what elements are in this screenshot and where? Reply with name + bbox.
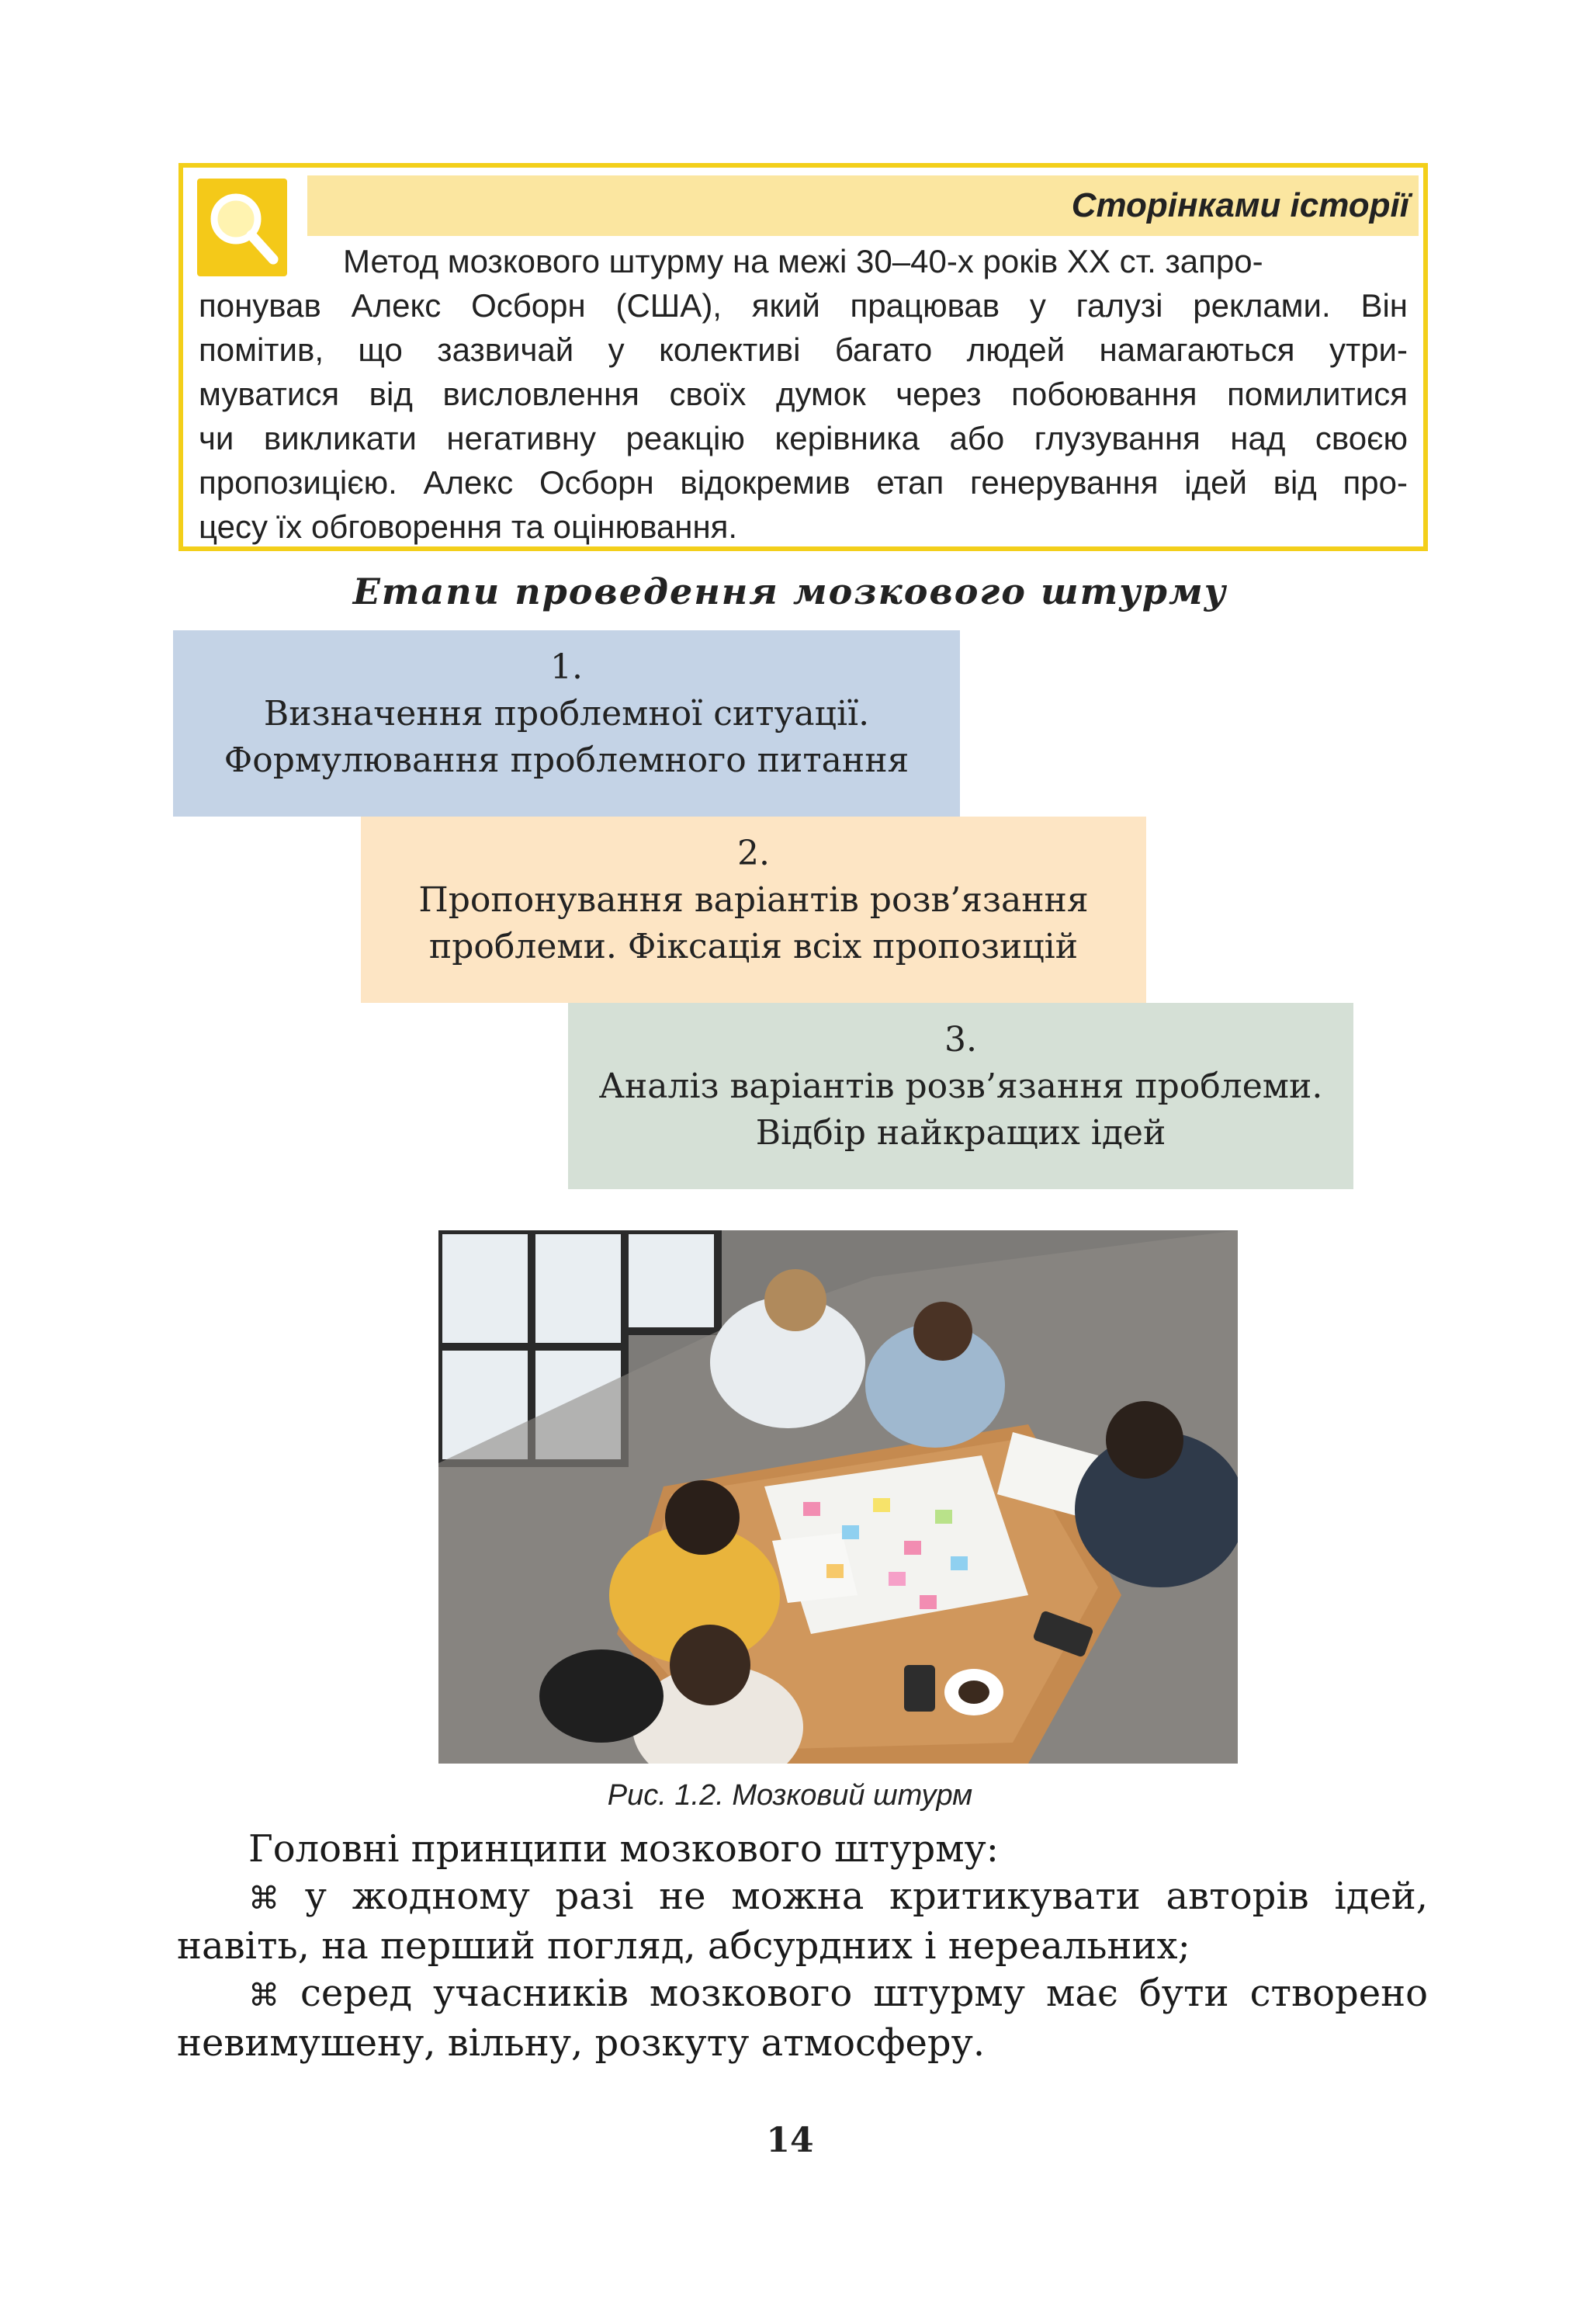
principles-heading: Головні принципи мозкового штурму: [248,1827,999,1871]
bullet-icon: ⌘ [248,1881,279,1916]
principles-section [177,1826,1428,2067]
stage-text: Аналіз варіантів розв’язання проблеми. [598,1067,1323,1106]
principle-item-text: навіть, на перший погляд, абсурдних і нереальних; [177,1924,1190,1968]
history-line: помітив, що зазвичай у колективі багато людей намагаються утри- [199,331,1408,368]
page-number: 14 [766,2121,814,2160]
stage-2-box [361,817,1146,1003]
history-header [307,175,1419,236]
stage-1-box [173,630,960,817]
history-box [178,163,1428,551]
stage-number: 3. [944,1020,977,1060]
bullet-icon: ⌘ [248,1978,279,2014]
stage-text: Формулювання проблемного питання [223,741,910,780]
stage-text: Відбір найкращих ідей [755,1113,1166,1153]
brainstorm-photo [438,1230,1238,1764]
history-line: чи викликати негативну реакцію керівника або глузування над своєю [199,420,1408,456]
history-line: цесу їх обговорення та оцінювання. [199,508,738,545]
stages-title: Етапи проведення мозкового штурму [352,571,1228,612]
stage-text: проблеми. Фіксація всіх пропозицій [428,927,1079,966]
principle-item-text: у жодному разі не можна критикувати авторів ідей, [304,1875,1428,1918]
stage-number: 1. [550,647,583,687]
principle-item-text: серед учасників мозкового штурму має бути створено [300,1972,1428,2015]
stage-number: 2. [737,834,770,873]
stage-text: Визначення проблемної ситуації. [263,694,870,734]
stage-text: Пропонування варіантів розв’язання [418,880,1089,920]
history-line: пропозицією. Алекс Осборн відокремив етап генерування ідей від про- [199,464,1408,501]
history-line: муватися від висловлення своїх думок через побоювання помилитися [199,376,1408,412]
history-line: понував Алекс Осборн (США), який працював у галузі реклами. Він [199,287,1408,324]
principle-item-text: невимушену, вільну, розкуту атмосферу. [177,2021,986,2065]
history-title: Сторінками історії [1071,186,1409,224]
history-line: Метод мозкового штурму на межі 30–40-х років ХХ ст. запро- [343,243,1263,279]
history-text [199,239,1408,549]
stage-3-box [568,1003,1353,1189]
figure-caption: Рис. 1.2. Мозковий штурм [607,1779,973,1812]
